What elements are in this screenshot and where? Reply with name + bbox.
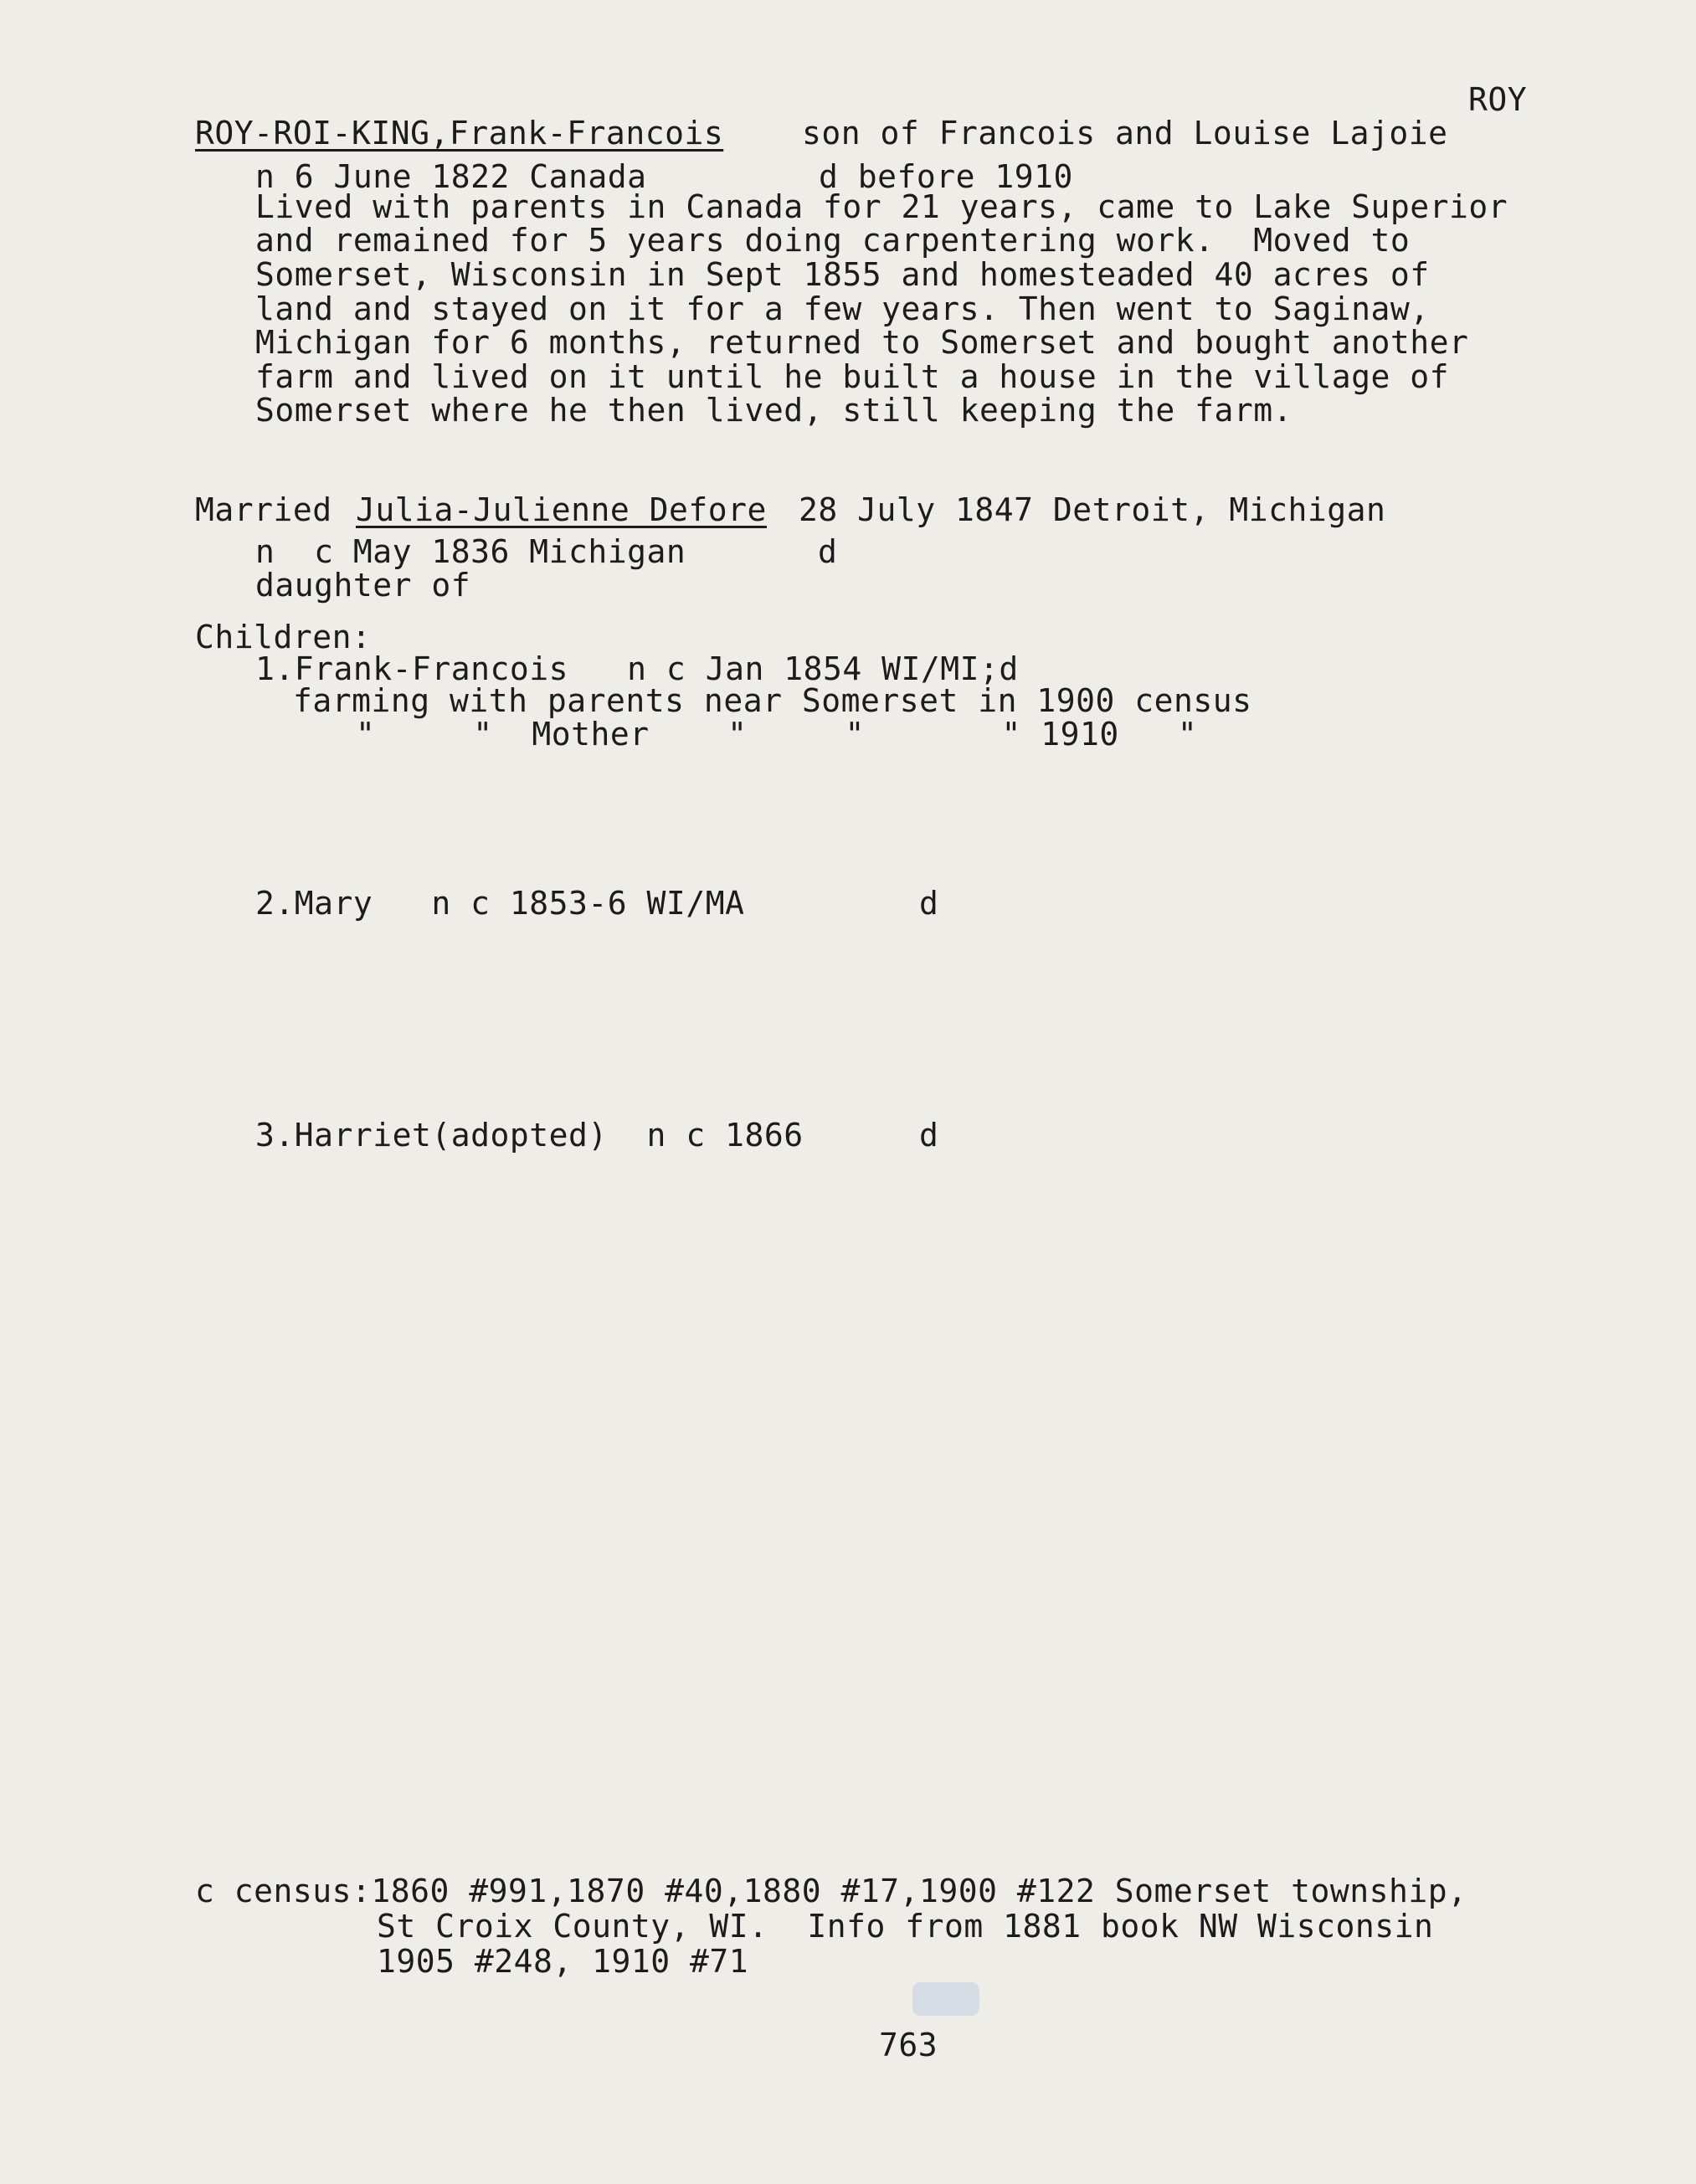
subject-death: d before 1910 xyxy=(819,158,1073,195)
child-3-death: d xyxy=(919,1117,939,1154)
source-line: St Croix County, WI. Info from 1881 book NW Wisconsin xyxy=(377,1908,1434,1945)
marriage-prefix: Married xyxy=(195,491,332,528)
ink-smudge xyxy=(912,1982,979,2016)
biography-line: Somerset where he then lived, still keeping the farm. xyxy=(255,392,1293,429)
corner-label: ROY xyxy=(1468,81,1528,118)
biography-line: Somerset, Wisconsin in Sept 1855 and homesteaded 40 acres of xyxy=(255,256,1430,293)
marriage-details: 28 July 1847 Detroit, Michigan xyxy=(799,491,1386,528)
children-heading: Children: xyxy=(195,619,372,655)
subject-birth: n 6 June 1822 Canada xyxy=(255,158,647,195)
biography-line: land and stayed on it for a few years. Then went to Saginaw, xyxy=(255,290,1430,327)
child-1-note: farming with parents near Somerset in 1900 census xyxy=(293,682,1252,719)
biography-line: farm and lived on it until he built a house in the village of xyxy=(255,358,1450,395)
biography-line: and remained for 5 years doing carpentering work. Moved to xyxy=(255,222,1411,259)
source-line: 1905 #248, 1910 #71 xyxy=(377,1943,749,1980)
subject-name: ROY-ROI-KING,Frank-Francois xyxy=(195,115,724,152)
spouse-name: Julia-Julienne Defore xyxy=(356,491,767,528)
spouse-parents: daughter of xyxy=(255,567,471,604)
source-line: c census:1860 #991,1870 #40,1880 #17,1900 #122 Somerset township, xyxy=(195,1873,1467,1909)
child-1-entry: 1.Frank-Francois n c Jan 1854 WI/MI;d xyxy=(255,650,1019,687)
page-number: 763 xyxy=(879,2027,938,2063)
spouse-birth: n c May 1836 Michigan xyxy=(255,533,686,570)
child-3-entry: 3.Harriet(adopted) n c 1866 xyxy=(255,1117,804,1154)
spouse-death: d xyxy=(818,533,838,570)
child-2-entry: 2.Mary n c 1853-6 WI/MA xyxy=(255,885,745,922)
biography-line: Lived with parents in Canada for 21 years, came to Lake Superior xyxy=(255,188,1508,225)
child-2-death: d xyxy=(919,885,939,922)
biography-line: Michigan for 6 months, returned to Somerset and bought another xyxy=(255,324,1469,361)
subject-parents: son of Francois and Louise Lajoie xyxy=(802,115,1448,152)
child-1-note: " " Mother " " " 1910 " xyxy=(356,716,1198,753)
